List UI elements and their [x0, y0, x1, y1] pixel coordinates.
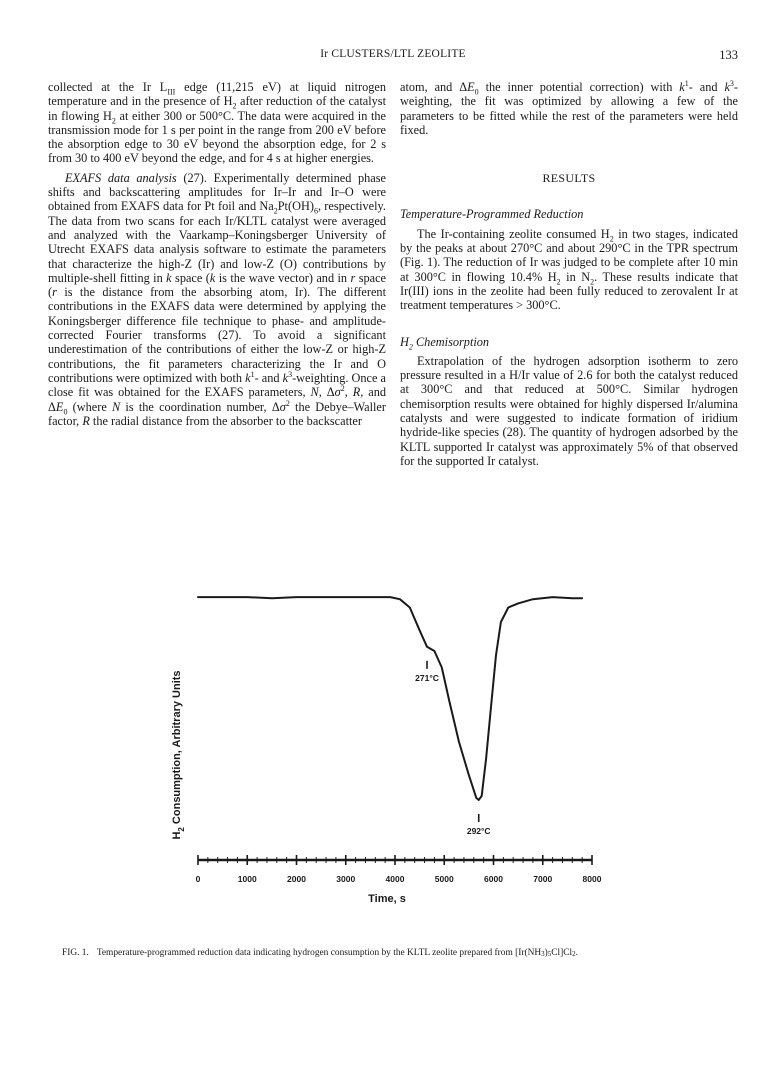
x-tick-label: 6000: [484, 874, 503, 884]
x-tick-label: 8000: [582, 874, 602, 884]
x-axis-label: Time, s: [368, 893, 406, 905]
x-tick-label: 5000: [434, 874, 454, 884]
peak-label: 271°C: [415, 672, 439, 683]
axes: [198, 855, 592, 865]
tpr-figure: [0, 560, 781, 940]
results-heading: RESULTS: [542, 171, 596, 186]
tick-labels: [196, 874, 602, 884]
annotations: [415, 661, 490, 836]
x-tick-label: 3000: [336, 874, 356, 884]
x-tick-label: 0: [195, 874, 201, 884]
paragraph-exafs-analysis: EXAFS data analysis (27). Experimentally determined phase shifts and backscattering amplitudes for Ir–Ir and Ir–O were obtained from EXAFS data for Pt foil and $Na_2Pt(OH)_6$, respectively. The data from two scans for each Ir/KLTL catalyst were averaged and analyzed with the Vaarkamp–Koningsberger University of Utrecht EXAFS data analysis software to estimate the parameters that characterize the high-Z (Ir) and low-Z (O) contributions by multiple-shell fitting in k space (k is the wave vector) and in r space (r is the distance from the absorbing atom, Ir). The different contributions in the EXAFS data were determined by applying the Koningsberger difference file technique to phase- and amplitude-corrected Fourier transforms (27). To avoid a significant underestimation of the contributions of either the low-Z or high-Z contributions, the fit parameters characterizing the Ir and O contributions were optimized with both $k^1-$ and $k^3$-weighting. Once a close fit was obtained for the EXAFS parameters, N, $\Delta\sigma^2$, R, and $\Delta E_0$ (where N is the coordination number, $\Delta\sigma^2$ the Debye–Waller factor, R the radial distance from the absorber to the backscatter: [48, 170, 387, 428]
left-column: [48, 80, 386, 428]
x-tick-label: 7000: [533, 874, 553, 884]
right-column: [400, 80, 738, 468]
running-header: [48, 48, 738, 66]
exafs-analysis-lead: EXAFS data analysis: [65, 170, 177, 185]
x-tick-label: 1000: [237, 874, 257, 884]
series-layer: [198, 597, 582, 800]
x-tick-label: 2000: [287, 874, 306, 884]
paragraph-fit-continuation: atom, and $\Delta E_0$ the inner potential correction) with $k^1-$ and $k^3$-weighting, the fit was optimized by allowing a few of the parameters to be fitted while the rest of the parameters were held fixed.: [400, 78, 739, 137]
tpr-chart: [0, 560, 781, 940]
peak-label: 292°C: [466, 826, 491, 836]
figure-label: FIG. 1.: [62, 948, 89, 958]
tpr-series-line: [198, 597, 582, 800]
figure-caption: FIG. 1. Temperature-programmed reduction data indicating hydrogen consumption by the KLTL zeolite prepared from $[Ir(NH_3)_5Cl]Cl_2$.: [62, 948, 578, 958]
tpr-heading: Temperature-Programmed Reduction: [400, 207, 584, 222]
paragraph-exafs-collection: collected at the Ir $L_{III}$ edge (11,215 eV) at liquid nitrogen temperature and in the presence of $H_2$ after reduction of the catalyst in flowing $H_2$ at either 300 or 500°C. The data were acquired in the transmission mode for 1 s per point in the range from 200 eV before the absorption edge to 30 eV beyond the absorption edge, for 2 s from 30 to 400 eV beyond the edge, and for 4 s at higher energies.: [48, 80, 387, 166]
x-tick-label: 4000: [385, 874, 405, 884]
running-title: Ir CLUSTERS/LTL ZEOLITE: [320, 48, 466, 60]
page-number: 133: [719, 48, 738, 62]
paragraph-chemisorption: Extrapolation of the hydrogen adsorption isotherm to zero pressure resulted in a H/Ir value of 2.6 for both the catalyst reduced at 300°C and that reduced at 500°C. Similar hydrogen chemisorption results were obtained for highly dispersed Ir/alumina catalysts and were suggested to indicate formation of iridium hydride-like species (28). The quantity of hydrogen adsorbed by the KLTL supported Ir catalyst was approximately 5% of that observed for the supported Ir catalyst.: [400, 353, 738, 468]
y-axis-label: $H_2$ Consumption, Arbitrary Units: [171, 670, 186, 840]
chemisorption-heading: $H_2$ Chemisorption: [400, 334, 490, 352]
paragraph-tpr: The Ir-containing zeolite consumed $H_2$ in two stages, indicated by the peaks at about 270°C and about 290°C in the TPR spectrum (Fig. 1). The reduction of Ir was judged to be complete after 10 min at 300°C in flowing 10.4% $H_2$ in $N_2$. These results indicate that Ir(III) ions in the zeolite had been fully reduced to zerovalent Ir at treatment temperatures > 300°C.: [400, 226, 738, 313]
